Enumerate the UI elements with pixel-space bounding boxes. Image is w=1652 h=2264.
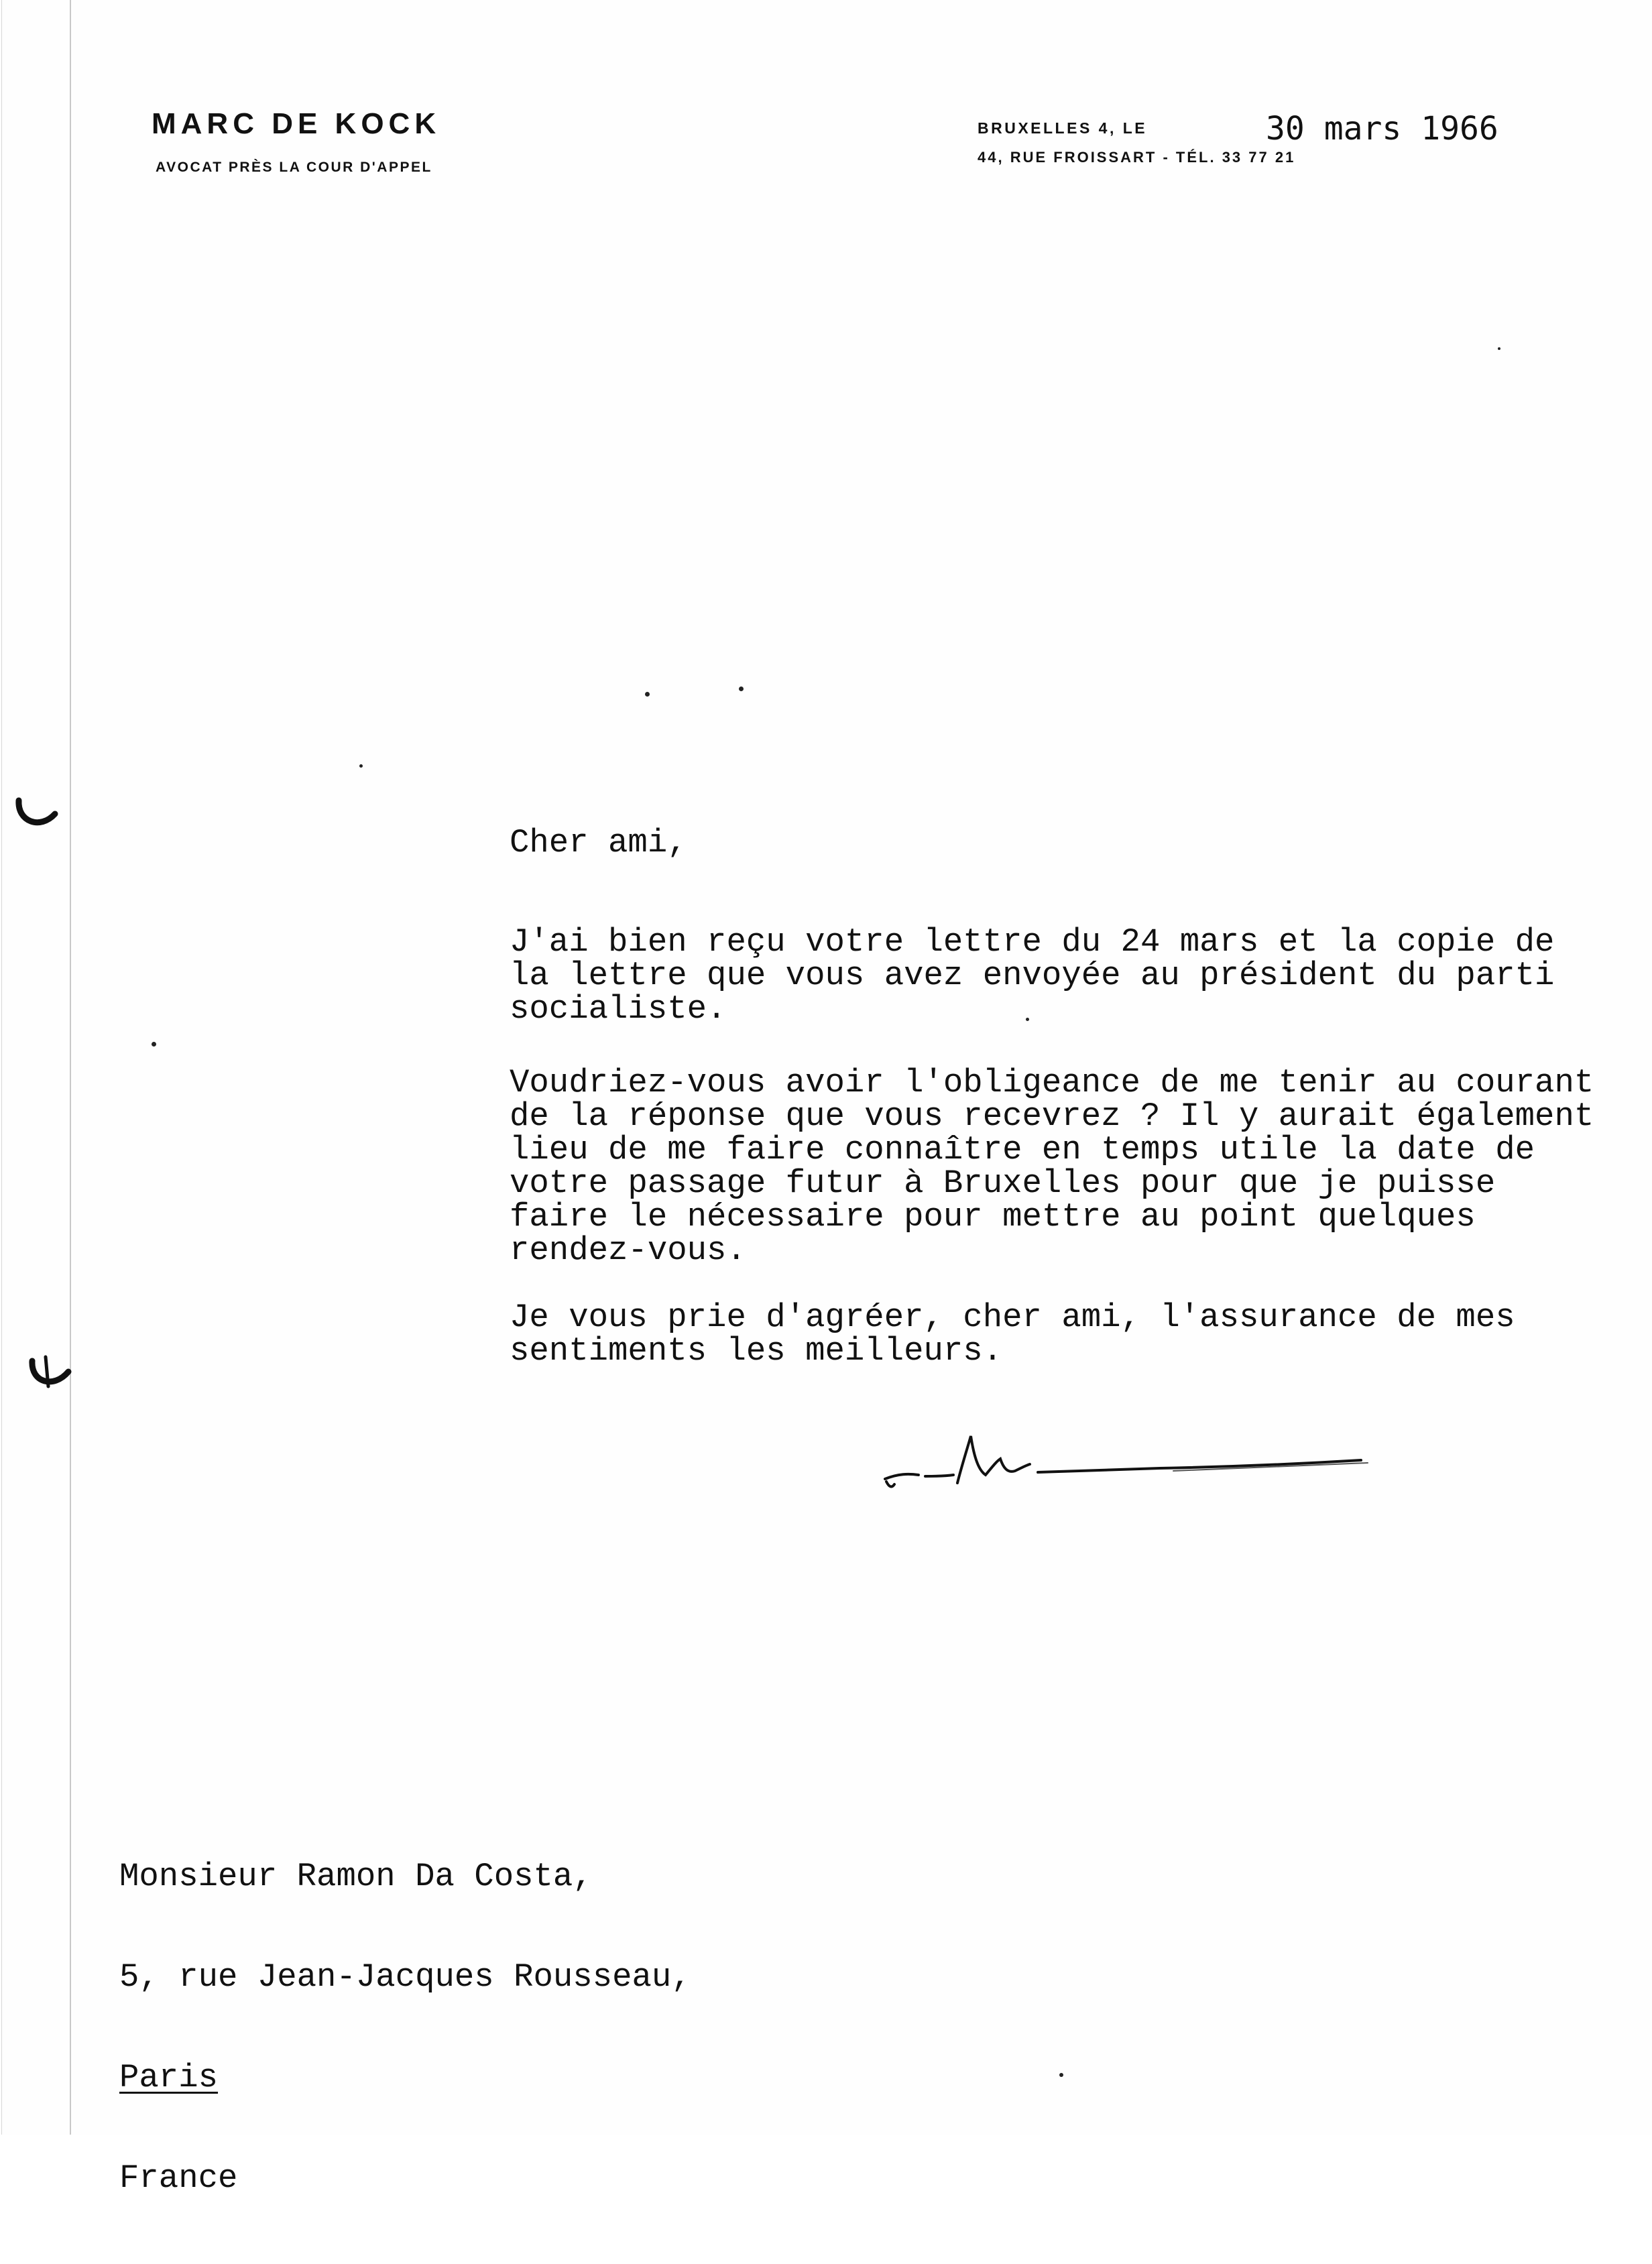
ink-speck [152, 1042, 156, 1047]
letterhead-place: BRUXELLES 4, LE [978, 119, 1148, 137]
binder-punch-mark-icon [13, 795, 60, 835]
binder-margin-line [70, 0, 71, 2135]
ink-speck [359, 764, 363, 768]
letterhead-address: 44, RUE FROISSART - TÉL. 33 77 21 [978, 149, 1296, 166]
handwritten-signature-icon [878, 1427, 1388, 1500]
binder-punch-mark-icon [27, 1354, 74, 1394]
recipient-name: Monsieur Ramon Da Costa, [119, 1858, 593, 1895]
recipient-street: 5, rue Jean-Jacques Rousseau, [119, 1958, 691, 1996]
ink-speck [645, 692, 650, 697]
letterhead-title: AVOCAT PRÈS LA COUR D'APPEL [156, 160, 432, 175]
ink-speck [739, 687, 744, 691]
letterhead-name: MARC DE KOCK [152, 107, 441, 140]
body-paragraph-2: Voudriez-vous avoir l'obligeance de me tenir au courant de la réponse que vous recevrez ? Il y aurait également lieu de me faire connaître en temps utile la date de votre passage futur à Bruxelles pour que je puisse faire le nécessaire pour mettre au point quelques rendez-vous. [510, 1064, 1594, 1269]
recipient-city: Paris [119, 2059, 219, 2096]
body-paragraph-1: J'ai bien reçu votre lettre du 24 mars et la copie de la lettre que vous avez envoyée au président du parti socialiste. [510, 923, 1555, 1028]
salutation: Cher ami, [510, 824, 687, 861]
recipient-address [119, 1793, 691, 2262]
letter-date: 30 mars 1966 [1266, 110, 1498, 147]
body-paragraph-3: Je vous prie d'agréer, cher ami, l'assurance de mes sentiments les meilleurs. [510, 1299, 1515, 1370]
ink-speck [1026, 1018, 1029, 1021]
ink-speck [1498, 347, 1500, 350]
ink-speck [1059, 2073, 1063, 2077]
recipient-country: France [119, 2159, 238, 2197]
page-edge-line [1, 0, 2, 2135]
